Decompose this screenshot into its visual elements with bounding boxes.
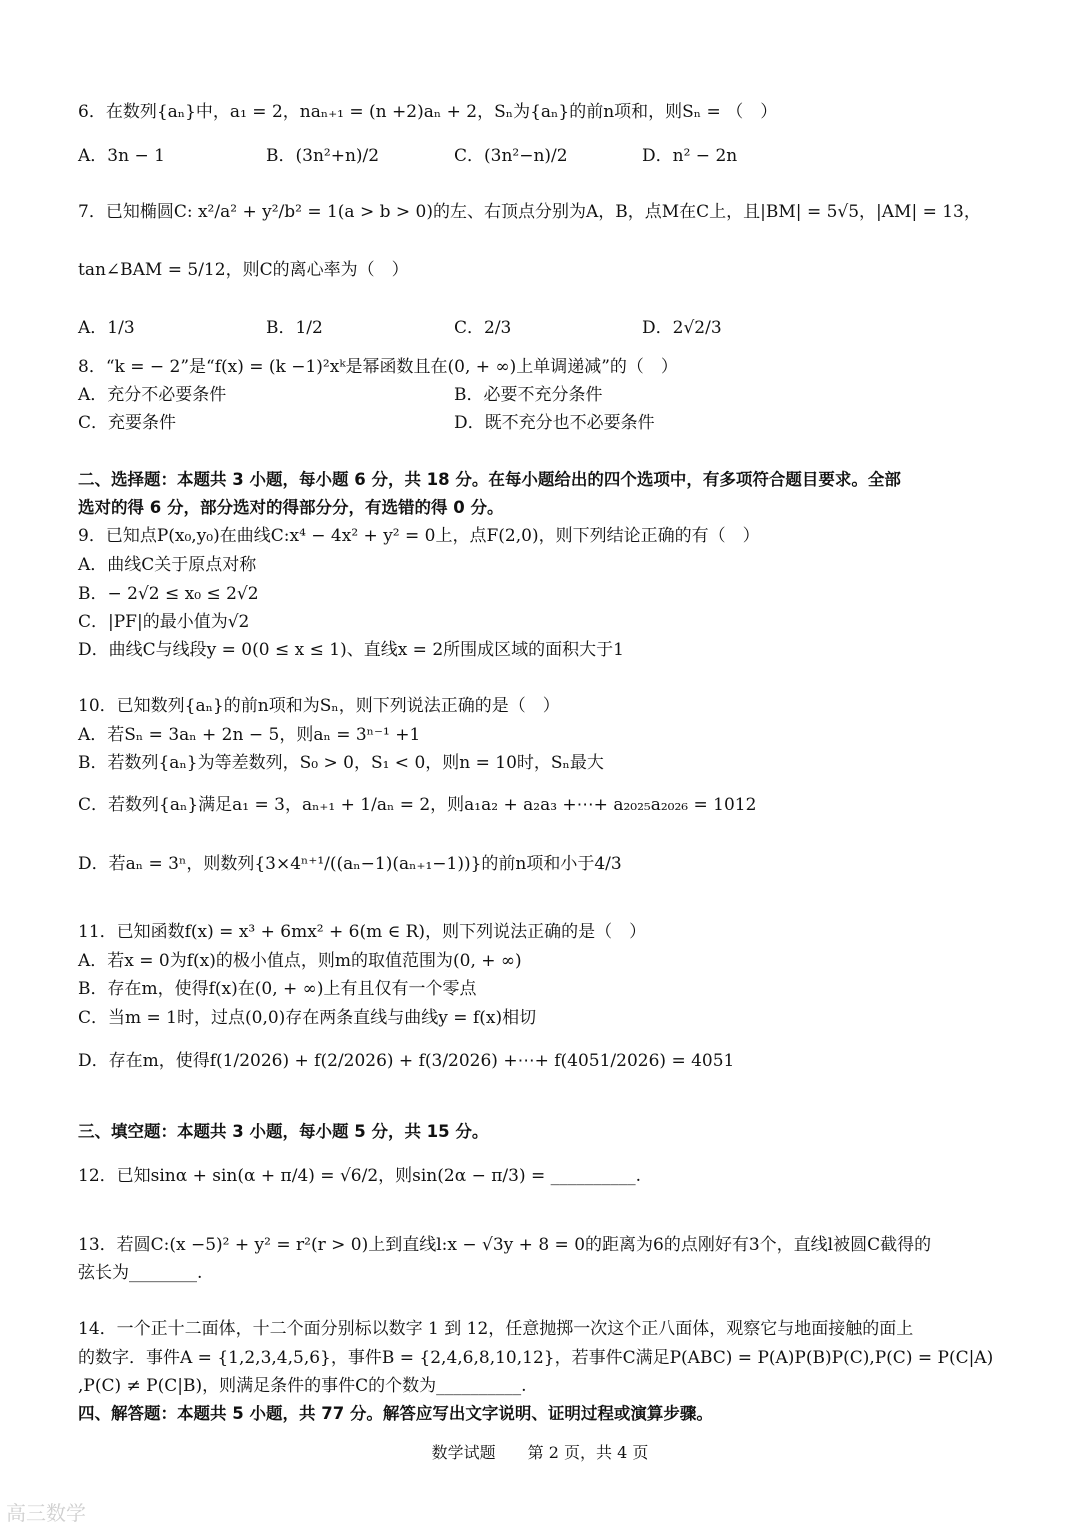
q12-stem: 12．已知sinα + sin(α + π/4) = √6/2，则sin(2α − π/3) = __________. bbox=[78, 1166, 642, 1186]
q6-option-a: A．3n − 1 bbox=[78, 146, 165, 166]
q9-option-d: D．曲线C与线段y = 0(0 ≤ x ≤ 1)、直线x = 2所围成区域的面积大于1 bbox=[78, 640, 624, 660]
q7-option-a: A．1/3 bbox=[78, 318, 135, 338]
section-2-heading-line2: 选对的得 6 分，部分选对的得部分分，有选错的得 0 分。 bbox=[78, 498, 504, 517]
q7-option-b: B．1/2 bbox=[266, 318, 323, 338]
q11-option-a: A．若x = 0为f(x)的极小值点，则m的取值范围为(0, + ∞) bbox=[78, 951, 522, 971]
q9-option-c: C．|PF|的最小值为√2 bbox=[78, 612, 250, 632]
q9-option-a: A．曲线C关于原点对称 bbox=[78, 555, 257, 575]
q7-stem-line2: tan∠BAM = 5/12，则C的离心率为（ ） bbox=[78, 260, 409, 280]
q10-stem: 10．已知数列{aₙ}的前n项和为Sₙ，则下列说法正确的是（ ） bbox=[78, 696, 560, 716]
q8-option-c: C．充要条件 bbox=[78, 413, 177, 433]
q13-stem-line2: 弦长为________. bbox=[78, 1263, 203, 1283]
q8-option-b: B．必要不充分条件 bbox=[454, 385, 603, 405]
q9-stem: 9．已知点P(x₀,y₀)在曲线C:x⁴ − 4x² + y² = 0上，点F(2,0)，则下列结论正确的有（ ） bbox=[78, 526, 760, 546]
q10-option-b: B．若数列{aₙ}为等差数列，S₀ > 0，S₁ < 0，则n = 10时，Sₙ最大 bbox=[78, 753, 604, 773]
q7-stem-line1: 7．已知椭圆C: x²/a² + y²/b² = 1(a > b > 0)的左、右顶点分别为A，B，点M在C上，且|BM| = 5√5，|AM| = 13， bbox=[78, 202, 981, 222]
q14-stem-line2: 的数字．事件A = {1,2,3,4,5,6}，事件B = {2,4,6,8,10,12}，若事件C满足P(ABC) = P(A)P(B)P(C),P(C) = P(C|A) bbox=[78, 1348, 994, 1368]
q8-stem: 8．“k = − 2”是“f(x) = (k −1)²xᵏ是幂函数且在(0, + ∞)上单调递减”的（ ） bbox=[78, 357, 678, 377]
q11-option-c: C．当m = 1时，过点(0,0)存在两条直线与曲线y = f(x)相切 bbox=[78, 1008, 537, 1028]
q14-stem-line1: 14．一个正十二面体，十二个面分别标以数字 1 到 12，任意抛掷一次这个正八面体，观察它与地面接触的面上 bbox=[78, 1319, 914, 1339]
q6-option-c: C．(3n²−n)/2 bbox=[454, 146, 568, 166]
section-4-heading: 四、解答题：本题共 5 小题，共 77 分。解答应写出文字说明、证明过程或演算步骤。 bbox=[78, 1404, 713, 1423]
q13-stem-line1: 13．若圆C:(x −5)² + y² = r²(r > 0)上到直线l:x − √3y + 8 = 0的距离为6的点刚好有3个，直线l被圆C截得的 bbox=[78, 1235, 932, 1255]
q14-stem-line3: ,P(C) ≠ P(C|B)，则满足条件的事件C的个数为__________. bbox=[78, 1376, 527, 1396]
q10-option-d: D．若aₙ = 3ⁿ，则数列{3×4ⁿ⁺¹/((aₙ−1)(aₙ₊₁−1))}的前n项和小于4/3 bbox=[78, 854, 622, 874]
page-footer: 数学试题 第 2 页，共 4 页 bbox=[431, 1443, 649, 1462]
q6-stem: 6．在数列{aₙ}中，a₁ = 2，naₙ₊₁ = (n +2)aₙ + 2，Sₙ为{aₙ}的前n项和，则Sₙ = （ ） bbox=[78, 102, 778, 122]
q8-option-d: D．既不充分也不必要条件 bbox=[454, 413, 655, 433]
q9-option-b: B．− 2√2 ≤ x₀ ≤ 2√2 bbox=[78, 584, 259, 604]
section-2-heading-line1: 二、选择题：本题共 3 小题，每小题 6 分，共 18 分。在每小题给出的四个选项中，有多项符合题目要求。全部 bbox=[78, 470, 901, 489]
watermark: 高三数学 bbox=[6, 1501, 86, 1525]
q6-option-d: D．n² − 2n bbox=[642, 146, 738, 166]
q11-option-b: B．存在m，使得f(x)在(0, + ∞)上有且仅有一个零点 bbox=[78, 979, 477, 999]
q8-option-a: A．充分不必要条件 bbox=[78, 385, 227, 405]
q7-option-d: D．2√2/3 bbox=[642, 318, 722, 338]
q7-option-c: C．2/3 bbox=[454, 318, 512, 338]
q6-option-b: B．(3n²+n)/2 bbox=[266, 146, 380, 166]
q11-stem: 11．已知函数f(x) = x³ + 6mx² + 6(m ∈ R)，则下列说法正确的是（ ） bbox=[78, 922, 647, 942]
section-3-heading: 三、填空题：本题共 3 小题，每小题 5 分，共 15 分。 bbox=[78, 1122, 489, 1141]
q11-option-d: D．存在m，使得f(1/2026) + f(2/2026) + f(3/2026) +⋯+ f(4051/2026) = 4051 bbox=[78, 1051, 735, 1071]
q10-option-a: A．若Sₙ = 3aₙ + 2n − 5，则aₙ = 3ⁿ⁻¹ +1 bbox=[78, 725, 421, 745]
q10-option-c: C．若数列{aₙ}满足a₁ = 3，aₙ₊₁ + 1/aₙ = 2，则a₁a₂ + a₂a₃ +⋯+ a₂₀₂₅a₂₀₂₆ = 1012 bbox=[78, 795, 757, 815]
